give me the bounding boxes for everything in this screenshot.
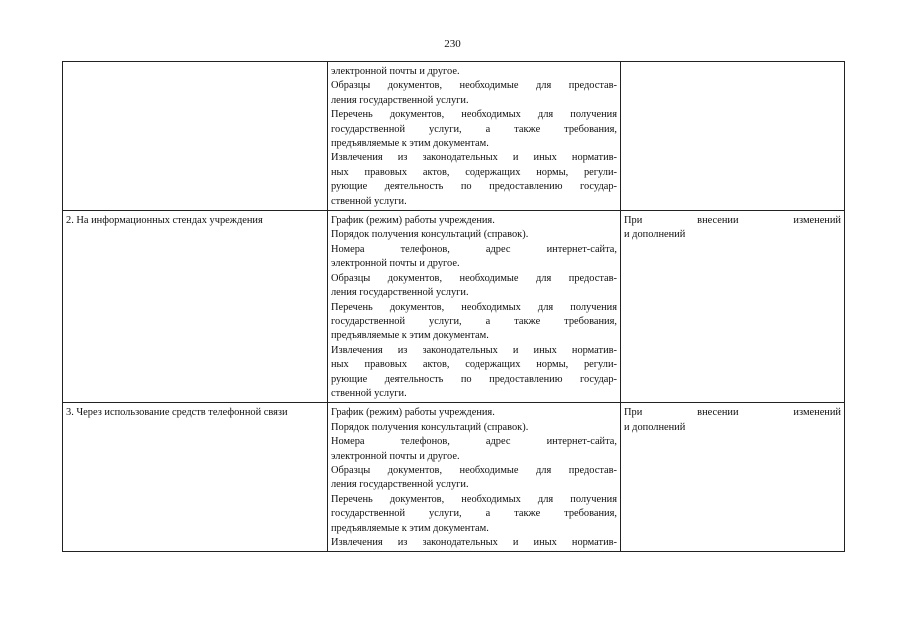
content-line: График (режим) работы учреждения. [331,215,495,227]
content-line: Образцы документов, необходимые для предостав- [331,80,617,92]
cell-update-period [621,62,845,211]
update-line: При внесении изменений [624,407,841,419]
content-line: ственной услуги. [331,195,407,207]
content-line: ления государственной услуги. [331,94,469,106]
content-line: Номера телефонов, адрес интернет-сайта, [331,436,617,448]
content-line: Перечень документов, необходимых для получения [331,301,617,313]
update-line: и дополнений [624,421,686,433]
cell-place [63,403,328,552]
cell-content [328,403,621,552]
content-line: электронной почты и другое. [331,258,460,270]
content-line: Перечень документов, необходимых для получения [331,493,617,505]
content-line: Извлечения из законодательных и иных норматив- [331,152,617,164]
information-table [62,61,845,552]
content-line: государственной услуги, а также требования, [331,508,617,520]
content-line: Перечень документов, необходимых для получения [331,109,617,121]
content-line: электронной почты и другое. [331,66,460,77]
content-line: Образцы документов, необходимые для предостав- [331,272,617,284]
content-line: ственной услуги. [331,387,407,399]
content-line: государственной услуги, а также требования, [331,123,617,135]
content-line: Извлечения из законодательных и иных норматив- [331,537,617,548]
content-line: ных правовых актов, содержащих нормы, регули- [331,359,617,371]
cell-content [328,62,621,211]
content-line: ления государственной услуги. [331,479,469,491]
cell-update-period [621,211,845,403]
cell-update-period [621,403,845,552]
content-line: Извлечения из законодательных и иных норматив- [331,344,617,356]
content-line: График (режим) работы учреждения. [331,407,495,419]
content-line: Порядок получения консультаций (справок). [331,229,529,241]
content-line: Образцы документов, необходимые для предостав- [331,464,617,476]
content-line: Номера телефонов, адрес интернет-сайта, [331,243,617,255]
content-line: государственной услуги, а также требования, [331,315,617,327]
place-text: 2. На информационных стендах учреждения [66,215,263,227]
content-line: ных правовых актов, содержащих нормы, регули- [331,166,617,178]
content-line: Порядок получения консультаций (справок). [331,421,529,433]
content-line: электронной почты и другое. [331,450,460,462]
content-line: рующие деятельность по предоставлению государ- [331,181,617,193]
cell-place [63,62,328,211]
cell-place [63,211,328,403]
content-line: предъявляемые к этим документам. [331,330,489,342]
content-line: предъявляемые к этим документам. [331,138,489,150]
content-line: ления государственной услуги. [331,287,469,299]
page-number: 230 [444,38,461,50]
content-line: рующие деятельность по предоставлению государ- [331,373,617,385]
table-row [63,403,845,552]
content-line: предъявляемые к этим документам. [331,522,489,534]
table-row [63,211,845,403]
update-line: и дополнений [624,229,686,241]
cell-content [328,211,621,403]
update-line: При внесении изменений [624,215,841,227]
place-text: 3. Через использование средств телефонной связи [66,407,288,419]
table-row [63,62,845,211]
